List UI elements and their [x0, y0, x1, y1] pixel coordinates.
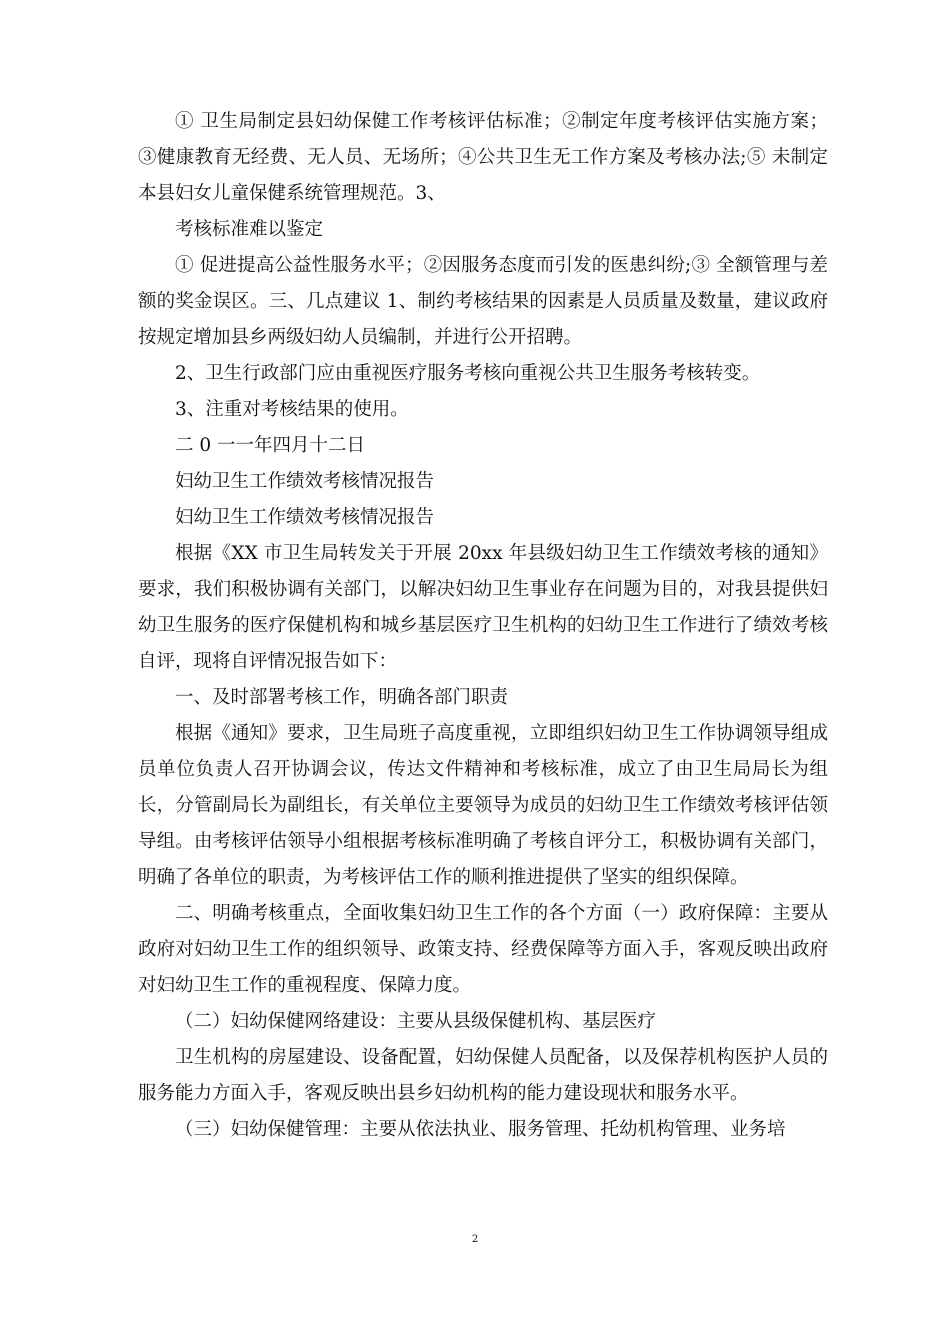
report-title-2: 妇幼卫生工作绩效考核情况报告 — [175, 507, 435, 528]
paragraph-5: 3、注重对考核结果的使用。 — [175, 399, 409, 420]
paragraph-9: 根据《XX 市卫生局转发关于开展 20xx 年县级妇幼卫生工作绩效考核的通知》要求，我们积极协调有关部门，以解决妇幼卫生事业存在问题为目的，对我县提供妇幼卫生服务的医疗保健机构和城乡基层医疗卫生机构的妇幼卫生工作进行了绩效考核自评，现将自评情况报告如下： — [138, 543, 828, 672]
paragraph-12: 二、明确考核重点，全面收集妇幼卫生工作的各个方面（一）政府保障：主要从政府对妇幼卫生工作的组织领导、政策支持、经费保障等方面入手，客观反映出政府对妇幼卫生工作的重视程度、保障力度。 — [138, 903, 828, 996]
document-body — [138, 104, 828, 1148]
page-number: 2 — [471, 1234, 479, 1245]
paragraph-13: （二）妇幼保健网络建设：主要从县级保健机构、基层医疗 — [175, 1011, 657, 1032]
paragraph-14: 卫生机构的房屋建设、设备配置，妇幼保健人员配备，以及保荐机构医护人员的服务能力方面入手，客观反映出县乡妇幼机构的能力建设现状和服务水平。 — [138, 1047, 828, 1104]
paragraph-11: 根据《通知》要求，卫生局班子高度重视，立即组织妇幼卫生工作协调领导组成员单位负责人召开协调会议，传达文件精神和考核标准，成立了由卫生局局长为组长，分管副局长为副组长，有关单位主要领导为成员的妇幼卫生工作绩效考核评估领导组。由考核评估领导小组根据考核标准明确了考核自评分工，积极协调有关部门，明确了各单位的职责，为考核评估工作的顺利推进提供了坚实的组织保障。 — [138, 723, 828, 888]
paragraph-4: 2、卫生行政部门应由重视医疗服务考核向重视公共卫生服务考核转变。 — [175, 363, 761, 384]
paragraph-2: 考核标准难以鉴定 — [175, 219, 324, 240]
date-line: 二 0 一一年四月十二日 — [175, 435, 366, 456]
paragraph-3: ① 促进提高公益性服务水平；②因服务态度而引发的医患纠纷;③ 全额管理与差额的奖金误区。三、几点建议 1、制约考核结果的因素是人员质量及数量，建议政府按规定增加县乡两级妇幼人员编制，并进行公开招聘。 — [138, 255, 828, 348]
paragraph-15: （三）妇幼保健管理：主要从依法执业、服务管理、托幼机构管理、业务培 — [175, 1119, 786, 1140]
section-heading-1: 一、及时部署考核工作，明确各部门职责 — [175, 687, 509, 708]
paragraph-1: ① 卫生局制定县妇幼保健工作考核评估标准；②制定年度考核评估实施方案；③健康教育无经费、无人员、无场所；④公共卫生无工作方案及考核办法;⑤ 未制定本县妇女儿童保健系统管理规范。3、 — [138, 111, 828, 204]
report-title-1: 妇幼卫生工作绩效考核情况报告 — [175, 471, 435, 492]
